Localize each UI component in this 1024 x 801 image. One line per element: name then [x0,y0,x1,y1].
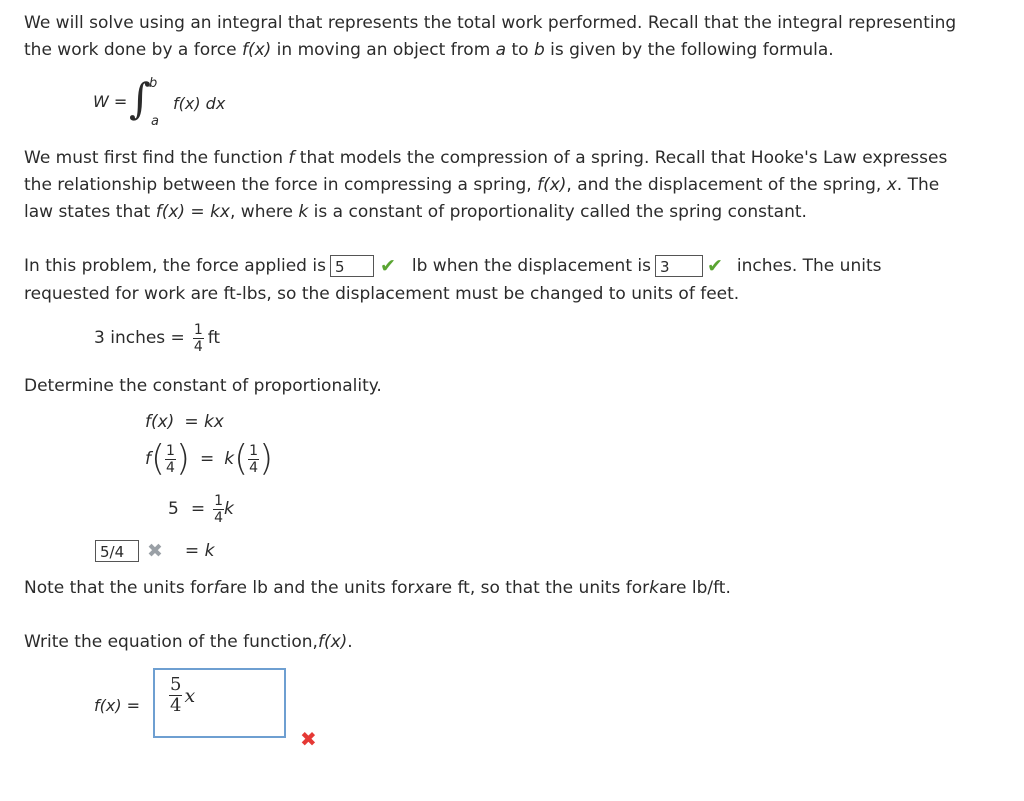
hooke-fx: f(x) [537,175,567,195]
problem-text: lb when the displacement is [411,255,651,276]
hooke-text: . The [896,175,940,195]
fraction-denominator: 4 [170,695,182,716]
hooke-law-equation: f(x) = kx [155,202,230,222]
hooke-k: k [298,202,309,222]
incorrect-x-icon: ✖ [147,539,163,562]
eq1-rhs: = kx [184,411,224,432]
hooke-text: that models the compression of a spring. Recall that Hooke's Law expresses [294,148,948,168]
eq2-k: k [224,449,235,469]
intro-line1: We will solve using an integral that represents the total work performed. Recall that the integral representing [24,13,957,33]
equation-line2 [145,436,273,482]
hooke-paragraph [24,145,999,226]
unit-conversion [94,318,220,358]
fraction-denominator: 4 [166,459,175,476]
units-note [24,574,731,601]
note-text: are ft, so that the units for [424,577,650,598]
conversion-fraction [193,323,204,354]
problem-line2 [24,280,739,307]
hooke-text: is a constant of proportionality called the spring constant. [308,202,807,222]
left-paren: ( [151,438,166,479]
eq2-f: f [145,449,151,469]
eq3-k: k [224,499,234,519]
eq3-lhs: 5 [168,499,179,519]
work-formula [93,74,253,134]
intro-a: a [495,40,507,60]
write-fx: f(x) [317,631,348,652]
hooke-f: f [288,148,295,168]
right-paren: ) [175,438,191,479]
function-lhs [94,692,140,719]
equals-sign: = [190,499,206,519]
displacement-answer-box[interactable]: 3 [655,255,703,277]
hooke-x: x [886,175,897,195]
determine-heading [24,372,382,399]
lower-limit: a [151,114,159,129]
hooke-text: We must first find the function [24,148,289,168]
checkmark-icon: ✔ [379,254,396,277]
intro-paragraph [24,10,999,64]
note-text: Note that the units for [24,577,214,598]
force-answer-box[interactable]: 5 [330,255,374,277]
intro-text: the work done by a force [24,40,242,60]
problem-line1 [24,252,881,279]
problem-text: requested for work are ft-lbs, so the displacement must be changed to units of feet. [24,283,740,304]
incorrect-x-icon: ✖ [300,727,317,751]
fraction-numerator: 5 [170,674,182,695]
function-answer-input[interactable] [153,668,286,738]
note-text: are lb/ft. [658,577,731,598]
intro-fx: f(x) [241,40,272,60]
note-f: f [213,577,220,598]
fraction-denominator: 4 [214,509,223,526]
fraction-denominator: 4 [249,459,259,476]
fraction-numerator: 1 [249,442,259,459]
eq2-rhs-fraction [248,444,259,475]
fraction-denominator: 4 [193,338,203,355]
write-text: Write the equation of the function, [24,631,318,652]
intro-b: b [533,40,545,60]
eq2-lhs-fraction [165,444,176,475]
hooke-text: the relationship between the force in compressing a spring, [24,175,538,195]
function-answer-expression [169,676,195,715]
determine-heading-text: Determine the constant of proportionality. [24,375,382,396]
answer-fraction [169,676,182,715]
conversion-lhs: 3 inches = [94,328,185,348]
left-paren: ( [234,438,249,479]
intro-text: to [506,40,534,60]
write-heading [24,628,353,655]
hooke-text: law states that [24,202,156,222]
note-text: are lb and the units for [219,577,415,598]
equation-line1 [145,408,224,435]
right-paren: ) [259,438,274,479]
function-lhs-text: f(x) = [94,696,141,715]
fraction-numerator: 1 [166,442,175,459]
eq1-lhs: f(x) [145,411,175,432]
fraction-numerator: 1 [214,492,223,509]
conversion-unit: ft [207,328,221,348]
upper-limit: b [149,76,158,91]
integrand: f(x) dx [173,94,226,113]
equation-line3 [168,488,234,530]
equals-sign: = [200,449,215,469]
write-text: . [347,631,353,652]
checkmark-icon: ✔ [706,254,723,277]
eq3-fraction [213,494,224,525]
integral-sign: ∫ [129,74,151,123]
hooke-text: , where [229,202,299,222]
intro-text: in moving an object from [271,40,496,60]
eq4-rhs: = k [184,540,215,561]
k-answer-box[interactable]: 5/4 [95,540,139,562]
problem-text: inches. The units [736,255,882,276]
hooke-text: , and the displacement of the spring, [566,175,887,195]
problem-text: In this problem, the force applied is [24,255,326,276]
equation-line4 [95,537,214,564]
note-x: x [414,577,425,598]
formula-lhs: W = [93,92,128,111]
note-k: k [649,577,659,598]
answer-variable: x [184,684,196,707]
fraction-numerator: 1 [193,321,203,338]
intro-text: is given by the following formula. [544,40,834,60]
